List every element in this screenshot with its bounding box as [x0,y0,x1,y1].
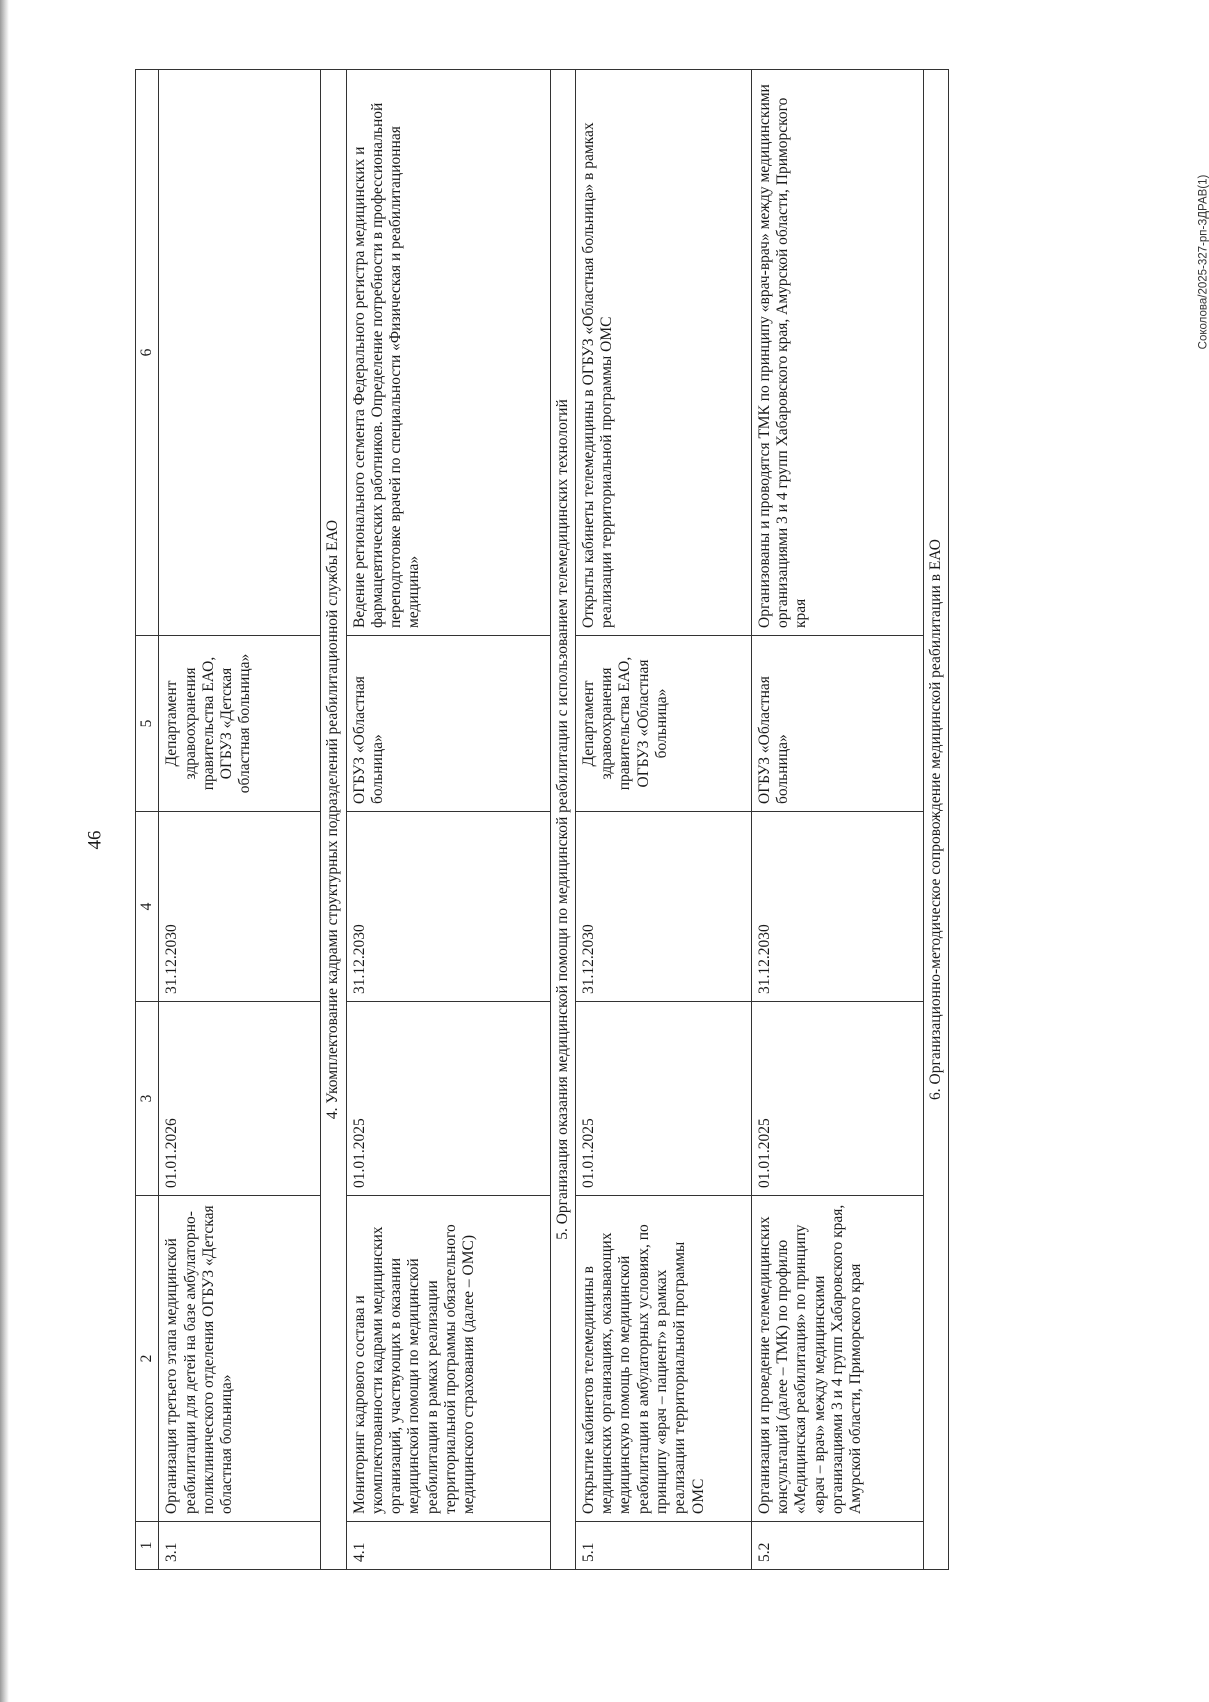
row-end-date: 31.12.2030 [575,812,751,1002]
header-cell: 2 [136,1196,159,1522]
header-cell: 5 [136,636,159,812]
table-row [346,70,550,1570]
row-end-date: 31.12.2030 [346,812,550,1002]
table-row [751,70,923,1570]
page-number: 46 [84,830,106,850]
row-end-date: 31.12.2030 [751,812,923,1002]
section-heading-row [321,70,346,1570]
row-number: 3.1 [159,1522,321,1570]
row-start-date: 01.01.2025 [751,1002,923,1196]
section-title: 4. Укомплектование кадрами структурных подразделений реабилитационной службы ЕАО [321,70,346,1570]
row-responsible: Департамент здравоохранения правительства ЕАО, ОГБУЗ «Областная больница» [575,636,751,812]
header-cell: 6 [136,70,159,636]
row-event: Открытие кабинетов телемедицины в медицинских организациях, оказывающих медицинскую помощь по медицинской реабилитации в амбулаторных условиях, по принципу «врач – пациент» в рамках реализации территориальной программы ОМС [575,1196,751,1522]
row-start-date: 01.01.2026 [159,1002,321,1196]
header-cell: 4 [136,812,159,1002]
measures-table [135,69,949,1570]
row-result [159,70,321,636]
row-start-date: 01.01.2025 [346,1002,550,1196]
section-heading-row [923,70,948,1570]
header-cell: 3 [136,1002,159,1196]
row-number: 4.1 [346,1522,550,1570]
section-heading-row [550,70,575,1570]
row-responsible: ОГБУЗ «Областная больница» [751,636,923,812]
document-footer-code: Соколова/2025-327-рп-ЗДРАВ(1) [1197,174,1209,350]
row-event: Организация и проведение телемедицинских консультаций (далее – ТМК) по профилю «Медицинская реабилитация» по принципу «врач – врач» между медицинскими организациями 3 и 4 групп Хабаровского края, Амурской области, Приморского края [751,1196,923,1522]
row-number: 5.1 [575,1522,751,1570]
scan-edge [0,0,9,1702]
row-responsible: Департамент здравоохранения правительства ЕАО, ОГБУЗ «Детская областная больница» [159,636,321,812]
section-title: 6. Организационно-методическое сопровождение медицинской реабилитации в ЕАО [923,70,948,1570]
row-end-date: 31.12.2030 [159,812,321,1002]
rotated-page-content [135,70,1053,1570]
table-row [575,70,751,1570]
section-title: 5. Организация оказания медицинской помощи по медицинской реабилитации с использованием телемедицинских технологий [550,70,575,1570]
row-event: Организация третьего этапа медицинской реабилитации для детей на базе амбулаторно-поликлинического отделения ОГБУЗ «Детская областная больница» [159,1196,321,1522]
row-event: Мониторинг кадрового состава и укомплектованности кадрами медицинских организаций, участвующих в оказании медицинской помощи по медицинской реабилитации в рамках реализации территориальной программы обязательного медицинского страхования (далее – ОМС) [346,1196,550,1522]
table-row [159,70,321,1570]
header-row [136,70,159,1570]
row-start-date: 01.01.2025 [575,1002,751,1196]
row-result: Организованы и проводятся ТМК по принципу «врач-врач» между медицинскими организациями 3 и 4 групп Хабаровского края, Амурской области, Приморского края [751,70,923,636]
header-cell: 1 [136,1522,159,1570]
row-responsible: ОГБУЗ «Областная больница» [346,636,550,812]
row-result: Открыты кабинеты телемедицины в ОГБУЗ «Областная больница» в рамках реализации территориальной программы ОМС [575,70,751,636]
row-number: 5.2 [751,1522,923,1570]
row-result: Ведение регионального сегмента Федерального регистра медицинских и фармацевтических работников. Определение потребности в профессиональной переподготовке врачей по специальности «Физическая и реабилитационная медицина» [346,70,550,636]
